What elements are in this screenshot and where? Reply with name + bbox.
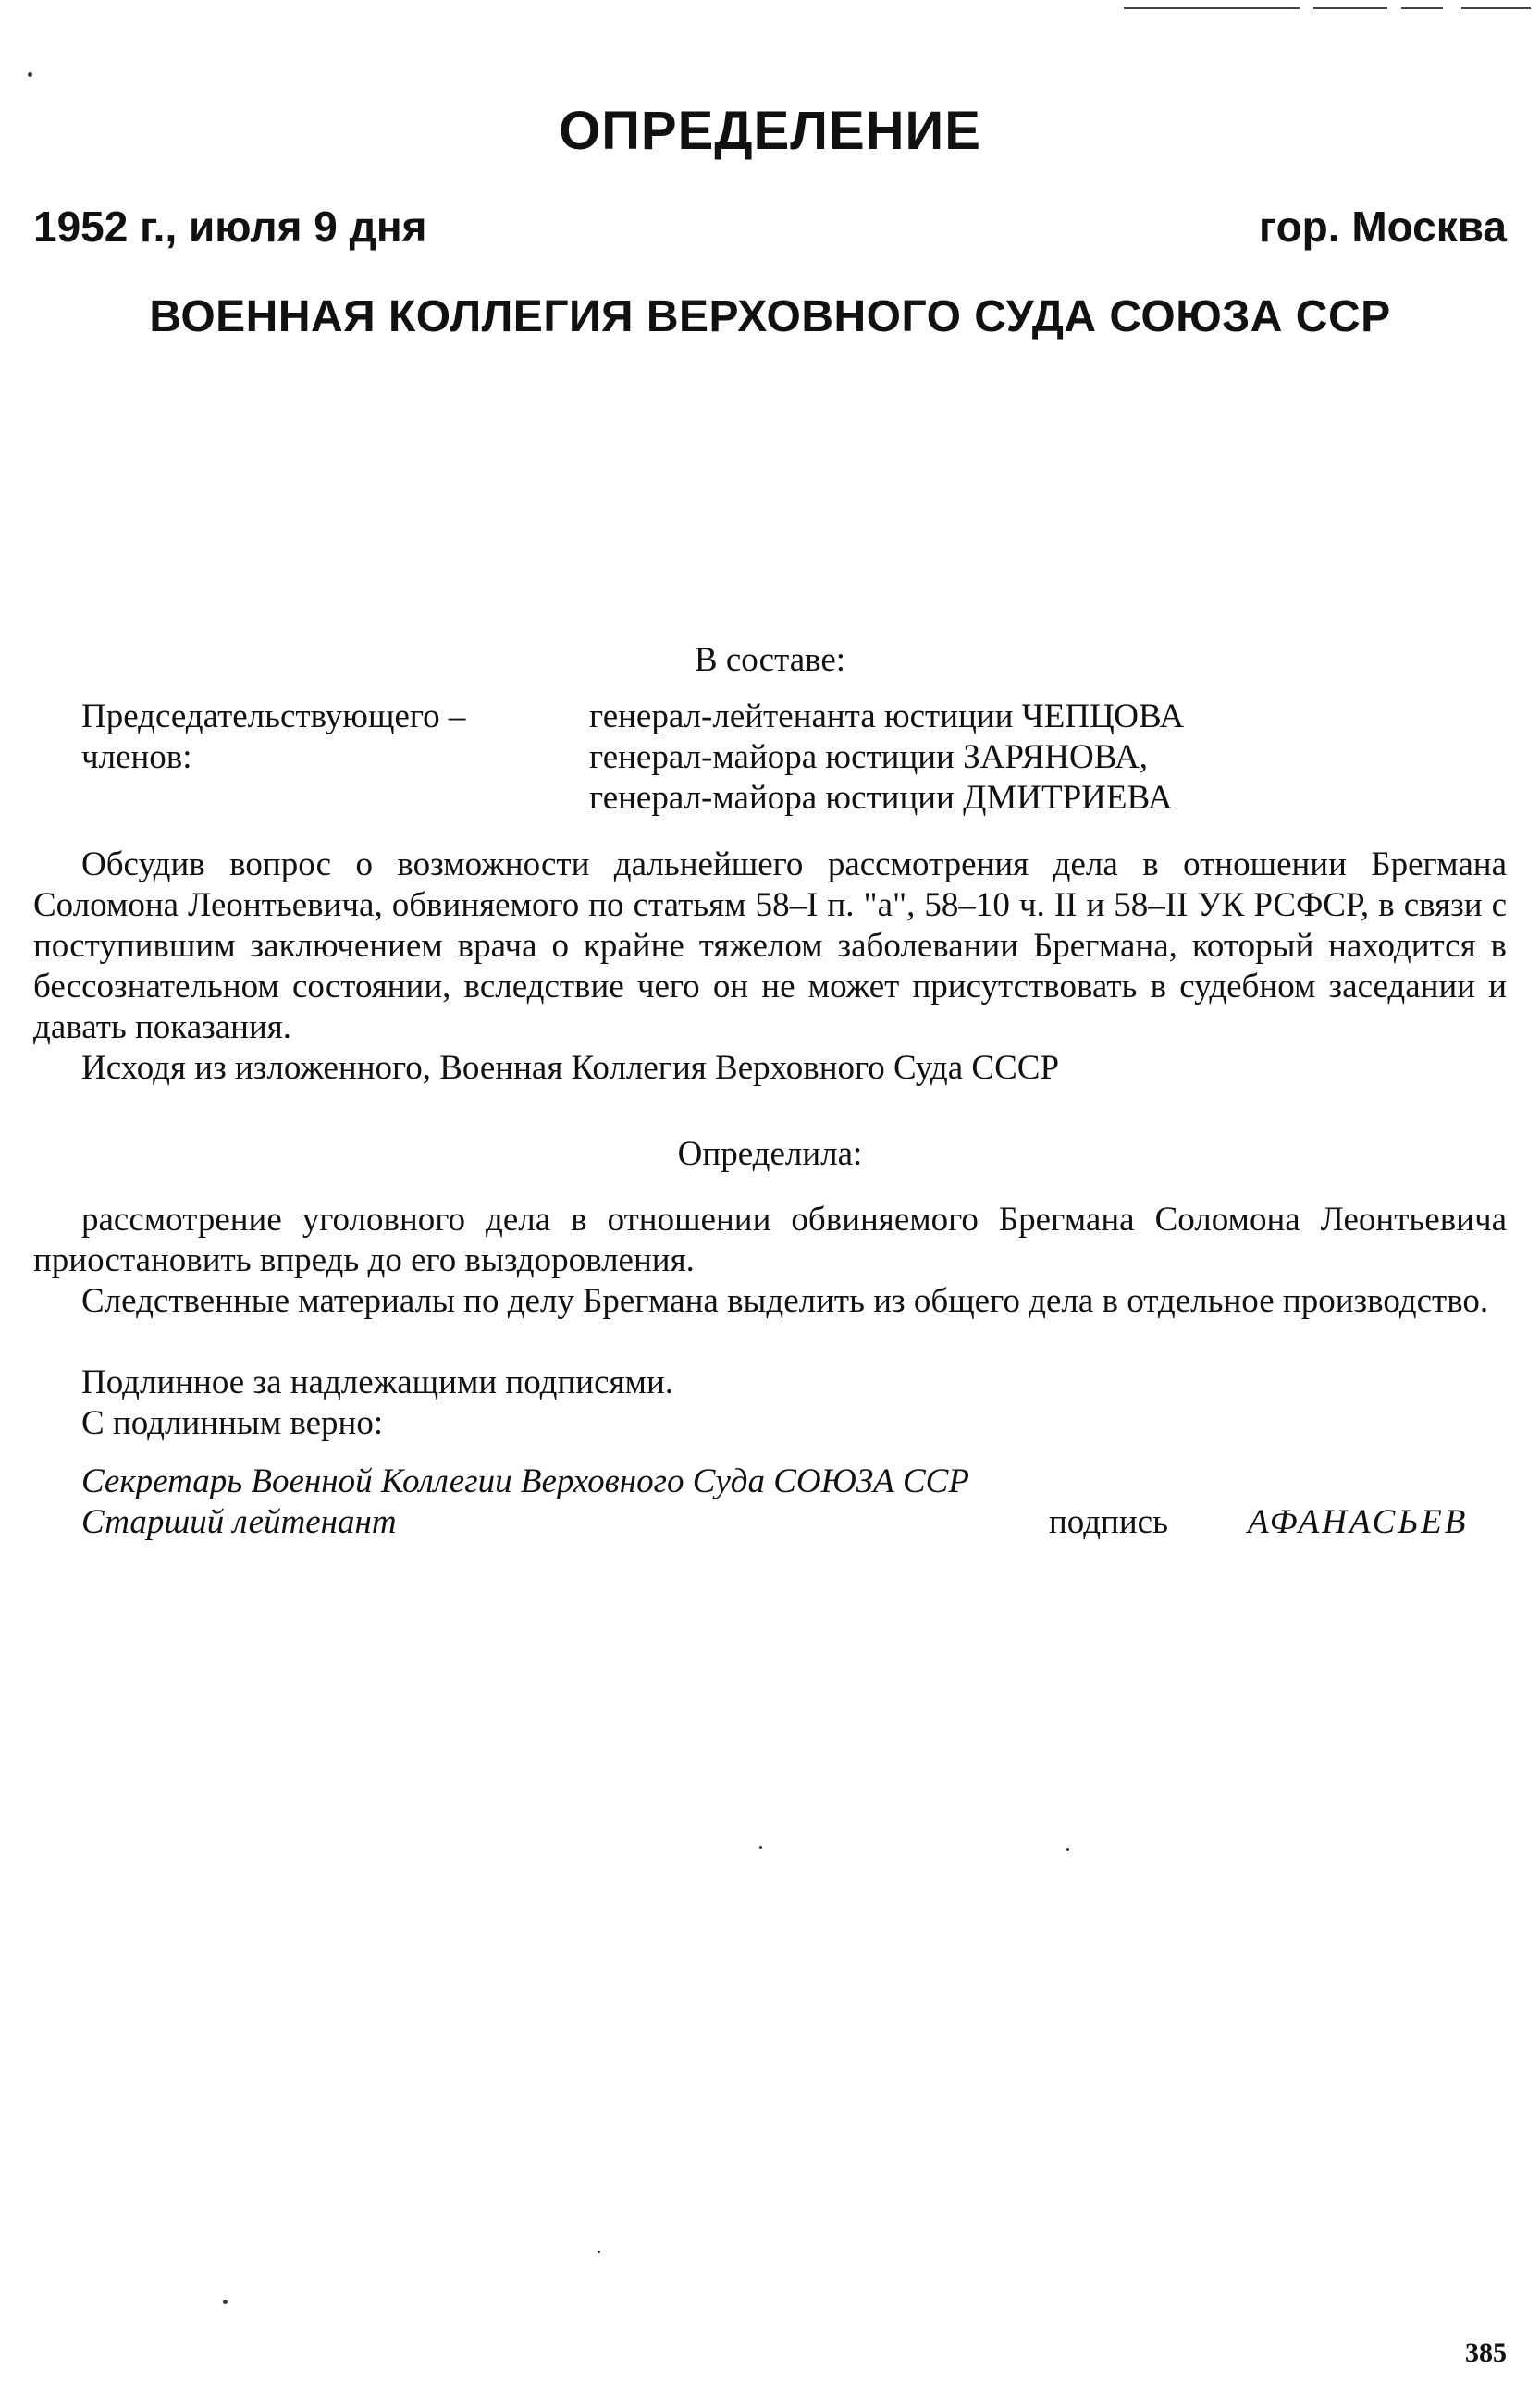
decided-heading: Определила:: [677, 1135, 863, 1173]
composition-heading: В составе:: [694, 641, 846, 679]
signer-rank: Старший лейтенант: [81, 1503, 397, 1541]
paragraph-original: Подлинное за надлежащими подписями.: [81, 1363, 674, 1401]
signature-label: подпись: [1049, 1503, 1168, 1541]
signer-name: АФАНАСЬЕВ: [1248, 1503, 1469, 1541]
member-name: генерал-майора юстиции ДМИТРИЕВА: [589, 779, 1173, 817]
document-city: гор. Москва: [1259, 203, 1507, 251]
chair-label: Председательствующего –: [81, 697, 466, 735]
scan-rule: [1313, 7, 1387, 9]
scan-speck: [223, 2300, 228, 2304]
scan-speck: [759, 1846, 762, 1849]
scan-rule: [1401, 7, 1443, 9]
scan-rule: [1124, 7, 1300, 9]
page-number: 385: [1465, 2337, 1507, 2368]
scan-speck: [1066, 1848, 1069, 1851]
secretary-title: Секретарь Военной Коллегии Верховного Суда СОЮЗА ССР: [81, 1462, 969, 1500]
court-name: ВОЕННАЯ КОЛЛЕГИЯ ВЕРХОВНОГО СУДА СОЮЗА ССР: [149, 292, 1391, 341]
document-title: ОПРЕДЕЛЕНИЕ: [559, 101, 981, 161]
paragraph-decision-1: рассмотрение уголовного дела в отношении обвиняемого Брегмана Соломона Леонтьевича приостановить впредь до его выздоровления.: [33, 1201, 1507, 1279]
document-date: 1952 г., июля 9 дня: [33, 203, 427, 251]
scan-speck: [28, 72, 32, 77]
paragraph-discussed: Обсудив вопрос о возможности дальнейшего рассмотрения дела в отношении Брегмана Соломона Леонтьевича, обвиняемого по статьям 58–I п. "а", 58–10 ч. II и 58–II УК РСФСР, в связи с поступившим заключением врача о крайне тяжелом заболевании Брегмана, который находится в бессознательном состоянии, вследствие чего он не может присутствовать в судебном заседании и давать показания.: [33, 845, 1507, 1046]
chair-name: генерал-лейтенанта юстиции ЧЕПЦОВА: [589, 697, 1185, 735]
paragraph-based-on: Исходя из изложенного, Военная Коллегия Верховного Суда СССР: [81, 1049, 1060, 1087]
scan-rule: [1461, 7, 1531, 9]
scan-speck: [598, 2251, 600, 2253]
member-name: генерал-майора юстиции ЗАРЯНОВА,: [589, 738, 1149, 776]
paragraph-decision-2: Следственные материалы по делу Брегмана выделить из общего дела в отдельное производство.: [81, 1282, 1489, 1320]
paragraph-certified: С подлинным верно:: [81, 1404, 384, 1442]
members-label: членов:: [81, 738, 192, 776]
